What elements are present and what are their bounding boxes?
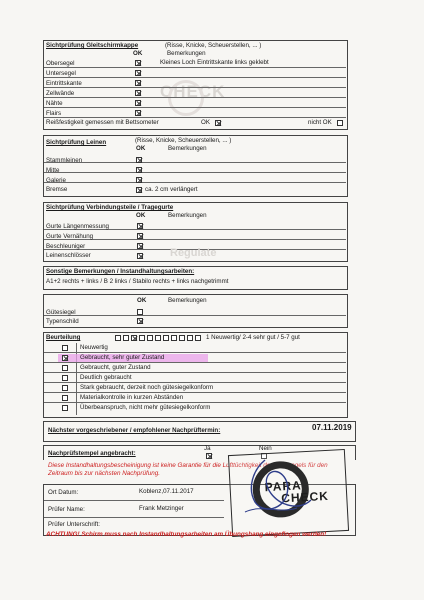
assessment-checkbox[interactable] bbox=[62, 395, 68, 401]
place-date-label: Ort Datum: bbox=[48, 489, 79, 496]
warning-text: ACHTUNG! Schirm muss nach Instandhaltungsarbeiten am Übungshang eingeflogen werden! bbox=[46, 531, 327, 538]
ok-header: OK bbox=[136, 145, 146, 152]
watermark-logo: CHECK bbox=[160, 82, 226, 101]
no-label: Nein bbox=[259, 445, 272, 452]
row-remark: Kleines Loch Eintrittskante links geklebt bbox=[160, 59, 269, 66]
stamp-yes-checkbox[interactable] bbox=[206, 453, 212, 459]
stamp-question-label: Nachprüfstempel angebracht: bbox=[48, 450, 136, 457]
row-label: Obersegel bbox=[46, 60, 75, 67]
rating-box[interactable] bbox=[171, 335, 177, 341]
stamp-logo-text-2: CHECK bbox=[280, 488, 330, 506]
option-label: Neuwertig bbox=[80, 344, 108, 351]
table-row bbox=[44, 77, 346, 88]
tear-test-label: Reißfestigkeit gemessen mit Bettsometer bbox=[46, 119, 159, 126]
option-label: Stark gebraucht, derzeit noch gütesiegelkonform bbox=[80, 384, 214, 391]
rating-box[interactable] bbox=[115, 335, 121, 341]
signature-label: Prüfer Unterschrift: bbox=[48, 521, 100, 528]
rating-box[interactable] bbox=[195, 335, 201, 341]
remarks-header: Bemerkungen bbox=[167, 50, 206, 57]
row-label: Bremse bbox=[46, 186, 68, 193]
option-label: Deutlich gebraucht bbox=[80, 374, 132, 381]
assessment-checkbox[interactable] bbox=[62, 365, 68, 371]
rating-scale-legend: 1 Neuwertig/ 2-4 sehr gut / 5-7 gut bbox=[206, 334, 300, 341]
ok-header: OK bbox=[137, 297, 147, 304]
rating-box[interactable] bbox=[179, 335, 185, 341]
section-title: Beurteilung bbox=[46, 334, 81, 341]
ok-checkbox[interactable] bbox=[135, 80, 141, 86]
rating-box[interactable] bbox=[139, 335, 145, 341]
table-row bbox=[44, 152, 346, 163]
rating-scale bbox=[115, 335, 207, 342]
examiner-name-label: Prüfer Name: bbox=[48, 506, 85, 513]
ok-checkbox[interactable] bbox=[136, 187, 142, 193]
ok-checkbox[interactable] bbox=[135, 70, 141, 76]
assessment-checkbox[interactable] bbox=[62, 345, 68, 351]
row-label: Leinenschlösser bbox=[46, 252, 91, 259]
section-title: Sichtprüfung Leinen bbox=[46, 139, 107, 146]
ok-checkbox[interactable] bbox=[136, 177, 142, 183]
assessment-checkbox[interactable] bbox=[62, 375, 68, 381]
tear-not-ok-checkbox[interactable] bbox=[337, 120, 343, 126]
table-row bbox=[44, 162, 346, 173]
rating-box[interactable] bbox=[155, 335, 161, 341]
remarks-text: A1+2 rechts + links / B 2 links / Stabilo rechts + links nachgetrimmt bbox=[46, 278, 229, 285]
rating-box[interactable] bbox=[123, 335, 129, 341]
table-row bbox=[44, 97, 346, 108]
row-label: Mitte bbox=[46, 167, 60, 174]
tear-ok-label: OK bbox=[201, 119, 210, 126]
table-row bbox=[44, 67, 346, 78]
row-remark: ca. 2 cm verlängert bbox=[145, 186, 198, 193]
row-label: Beschleuniger bbox=[46, 243, 86, 250]
row-label: Flairs bbox=[46, 110, 62, 117]
tear-not-ok-label: nicht OK bbox=[308, 119, 332, 126]
handwritten-signature bbox=[225, 454, 315, 524]
ok-checkbox[interactable] bbox=[137, 318, 143, 324]
option-label: Überbeanspruch, nicht mehr gütesiegelkonform bbox=[80, 404, 211, 411]
next-inspection-date: 07.11.2019 bbox=[312, 423, 352, 432]
remarks-header: Bemerkungen bbox=[168, 212, 207, 219]
row-label: Eintrittskante bbox=[46, 80, 82, 87]
row-label: Nähte bbox=[46, 100, 63, 107]
section-title: Sonstige Bemerkungen / Instandhaltungsarbeiten: bbox=[46, 268, 195, 275]
remarks-header: Bemerkungen bbox=[168, 297, 207, 304]
ok-checkbox[interactable] bbox=[135, 60, 141, 66]
assessment-checkbox[interactable] bbox=[62, 405, 68, 411]
assessment-checkbox[interactable] bbox=[62, 355, 68, 361]
row-label: Galerie bbox=[46, 177, 66, 184]
stamp-logo-text: PARA bbox=[264, 478, 303, 495]
table-row bbox=[44, 305, 346, 316]
watermark-text: Regulate bbox=[170, 247, 217, 259]
ok-checkbox[interactable] bbox=[135, 90, 141, 96]
section-title: Sichtprüfung Gleitschirmkappe bbox=[46, 42, 139, 49]
section-title: Sichtprüfung Verbindungsteile / Tragegurte bbox=[46, 204, 174, 211]
examiner-name-value: Frank Metzinger bbox=[139, 505, 184, 512]
row-label: Untersegel bbox=[46, 70, 76, 77]
rating-box[interactable] bbox=[147, 335, 153, 341]
rating-box[interactable] bbox=[187, 335, 193, 341]
ok-header: OK bbox=[136, 212, 146, 219]
table-row bbox=[44, 107, 346, 118]
table-row bbox=[44, 87, 346, 98]
row-label: Gütesiegel bbox=[46, 309, 76, 316]
tear-ok-checkbox[interactable] bbox=[215, 120, 221, 126]
place-date-value: Koblenz,07.11.2017 bbox=[139, 488, 194, 495]
table-row bbox=[44, 172, 346, 183]
row-label: Gurte Vernähung bbox=[46, 233, 94, 240]
remarks-header: Bemerkungen bbox=[168, 145, 207, 152]
ok-checkbox[interactable] bbox=[137, 253, 143, 259]
yes-label: Ja bbox=[204, 445, 211, 452]
section-hint: (Risse, Knicke, Scheuerstellen, ... ) bbox=[135, 137, 232, 144]
option-label: Gebraucht, sehr guter Zustand bbox=[80, 354, 165, 361]
rating-box[interactable] bbox=[163, 335, 169, 341]
next-inspection-label: Nächster vorgeschriebener / empfohlener Nachprüftermin: bbox=[48, 427, 221, 434]
ok-checkbox[interactable] bbox=[137, 243, 143, 249]
assessment-checkbox[interactable] bbox=[62, 385, 68, 391]
row-label: Typenschild bbox=[46, 318, 79, 325]
ok-checkbox[interactable] bbox=[137, 309, 143, 315]
ok-header: OK bbox=[133, 50, 143, 57]
option-label: Materialkontrolle in kurzen Abständen bbox=[80, 394, 184, 401]
ok-checkbox[interactable] bbox=[135, 100, 141, 106]
row-label: Stammleinen bbox=[46, 157, 83, 164]
row-label: Gurte Längenmessung bbox=[46, 223, 109, 230]
row-label: Zellwände bbox=[46, 90, 75, 97]
option-label: Gebraucht, guter Zustand bbox=[80, 364, 151, 371]
section-hint: (Risse, Knicke, Scheuerstellen, ... ) bbox=[165, 42, 262, 49]
ok-checkbox[interactable] bbox=[135, 110, 141, 116]
rating-box[interactable] bbox=[131, 335, 137, 341]
disclaimer-text: Diese Instandhaltungsbescheinigung ist keine Garantie für die Lufttüchtigkeit des Gleitsegels für den Zeitraum bis zur nächsten Nachprüfung. bbox=[48, 462, 328, 477]
